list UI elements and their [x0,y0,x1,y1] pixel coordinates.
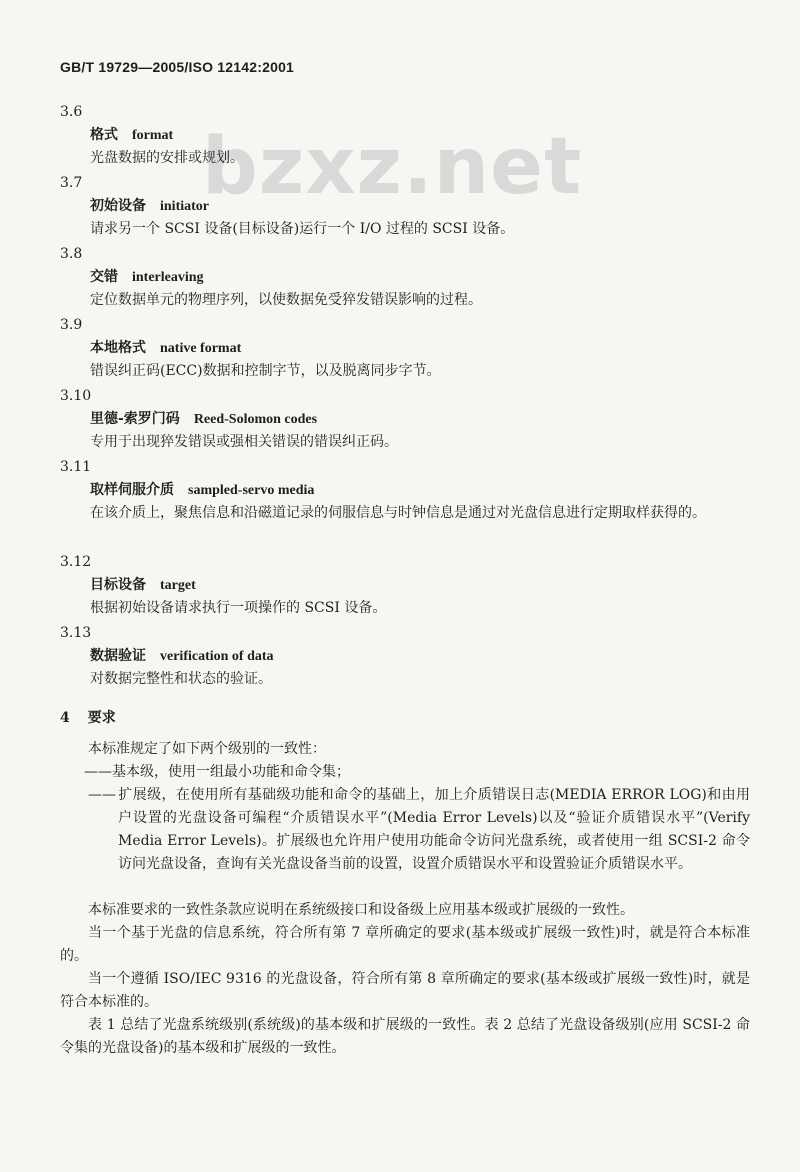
paragraph: 当一个遵循 ISO/IEC 9316 的光盘设备，符合所有第 8 章所确定的要求(基本级或扩展级一致性)时，就是符合本标准的。 [60,971,750,1010]
term-definition: 根据初始设备请求执行一项操作的 SCSI 设备。 [90,600,387,616]
term-zh: 交错 [90,269,118,285]
dash-mark: —— [88,787,116,803]
term-en: verification of data [160,649,274,664]
term-definition: 专用于出现猝发错误或强相关错误的错误纠正码。 [90,434,398,450]
term-en: format [132,128,174,143]
term-heading [90,339,241,358]
paragraph: 本标准规定了如下两个级别的一致性： [88,741,326,757]
term-heading [90,410,317,429]
term-en: Reed-Solomon codes [193,412,318,427]
term-zh: 数据验证 [90,648,146,664]
list-item [60,784,750,876]
term-en: sampled-servo media [188,483,315,498]
term-definition: 光盘数据的安排或规划。 [90,150,244,166]
term-heading [90,126,173,145]
term-en: interleaving [132,270,204,285]
clause-number: 3.8 [60,246,83,262]
clause-number: 3.12 [60,554,92,570]
watermark: bzxz.net [202,122,583,212]
term-heading [90,481,314,500]
term-heading [90,576,196,595]
standard-number-header: GB/T 19729—2005/ISO 12142:2001 [60,59,295,75]
list-item [84,761,750,784]
list-item-text: 扩展级，在使用所有基础级功能和命令的基础上，加上介质错误日志(MEDIA ERROR LOG)和由用户设置的光盘设备可编程“介质错误水平”(Media Error Levels)以及“验证介质错误水平”(Verify Media Error Levels)。扩展级也允许用户使用功能命令访问光盘系统，或者使用一组 SCSI-2 命令访问光盘设备，查询有关光盘设备当前的设置，设置介质错误水平和设置验证介质错误水平。 [118,787,750,872]
clause-number: 3.10 [60,388,92,404]
section-title: 要求 [87,710,116,726]
term-zh: 本地格式 [90,340,146,356]
term-en: target [160,578,196,593]
clause-number: 3.6 [60,104,83,120]
term-definition: 在该介质上，聚焦信息和沿磁道记录的伺服信息与时钟信息是通过对光盘信息进行定期取样获得的。 [90,505,706,521]
paragraph: 表 1 总结了光盘系统级别(系统级)的基本级和扩展级的一致性。表 2 总结了光盘设备级别(应用 SCSI-2 命令集的光盘设备)的基本级和扩展级的一致性。 [60,1017,750,1056]
clause-number: 3.11 [60,459,92,475]
clause-number: 3.9 [60,317,83,333]
section-heading [60,709,116,727]
section-number: 4 [60,710,70,726]
term-zh: 取样伺服介质 [90,482,174,498]
term-heading [90,647,274,666]
list-item-text: 基本级，使用一组最小功能和命令集； [112,764,350,780]
dash-mark: —— [84,764,112,780]
term-definition: 对数据完整性和状态的验证。 [90,671,272,687]
term-en: native format [160,341,242,356]
paragraph: 当一个基于光盘的信息系统，符合所有第 7 章所确定的要求(基本级或扩展级一致性)时，就是符合本标准的。 [60,925,750,964]
term-zh: 格式 [90,127,118,143]
term-definition: 请求另一个 SCSI 设备(目标设备)运行一个 I/O 过程的 SCSI 设备。 [90,221,515,237]
clause-number: 3.13 [60,625,92,641]
term-en: initiator [160,199,209,214]
term-definition: 定位数据单元的物理序列，以使数据免受猝发错误影响的过程。 [90,292,482,308]
term-zh: 初始设备 [90,198,146,214]
term-zh: 目标设备 [90,577,146,593]
paragraph: 本标准要求的一致性条款应说明在系统级接口和设备级上应用基本级或扩展级的一致性。 [88,902,634,918]
clause-number: 3.7 [60,175,83,191]
term-definition: 错误纠正码(ECC)数据和控制字节，以及脱离同步字节。 [90,363,441,379]
term-heading [90,268,204,287]
term-zh: 里德-索罗门码 [90,411,180,427]
term-heading [90,197,209,216]
